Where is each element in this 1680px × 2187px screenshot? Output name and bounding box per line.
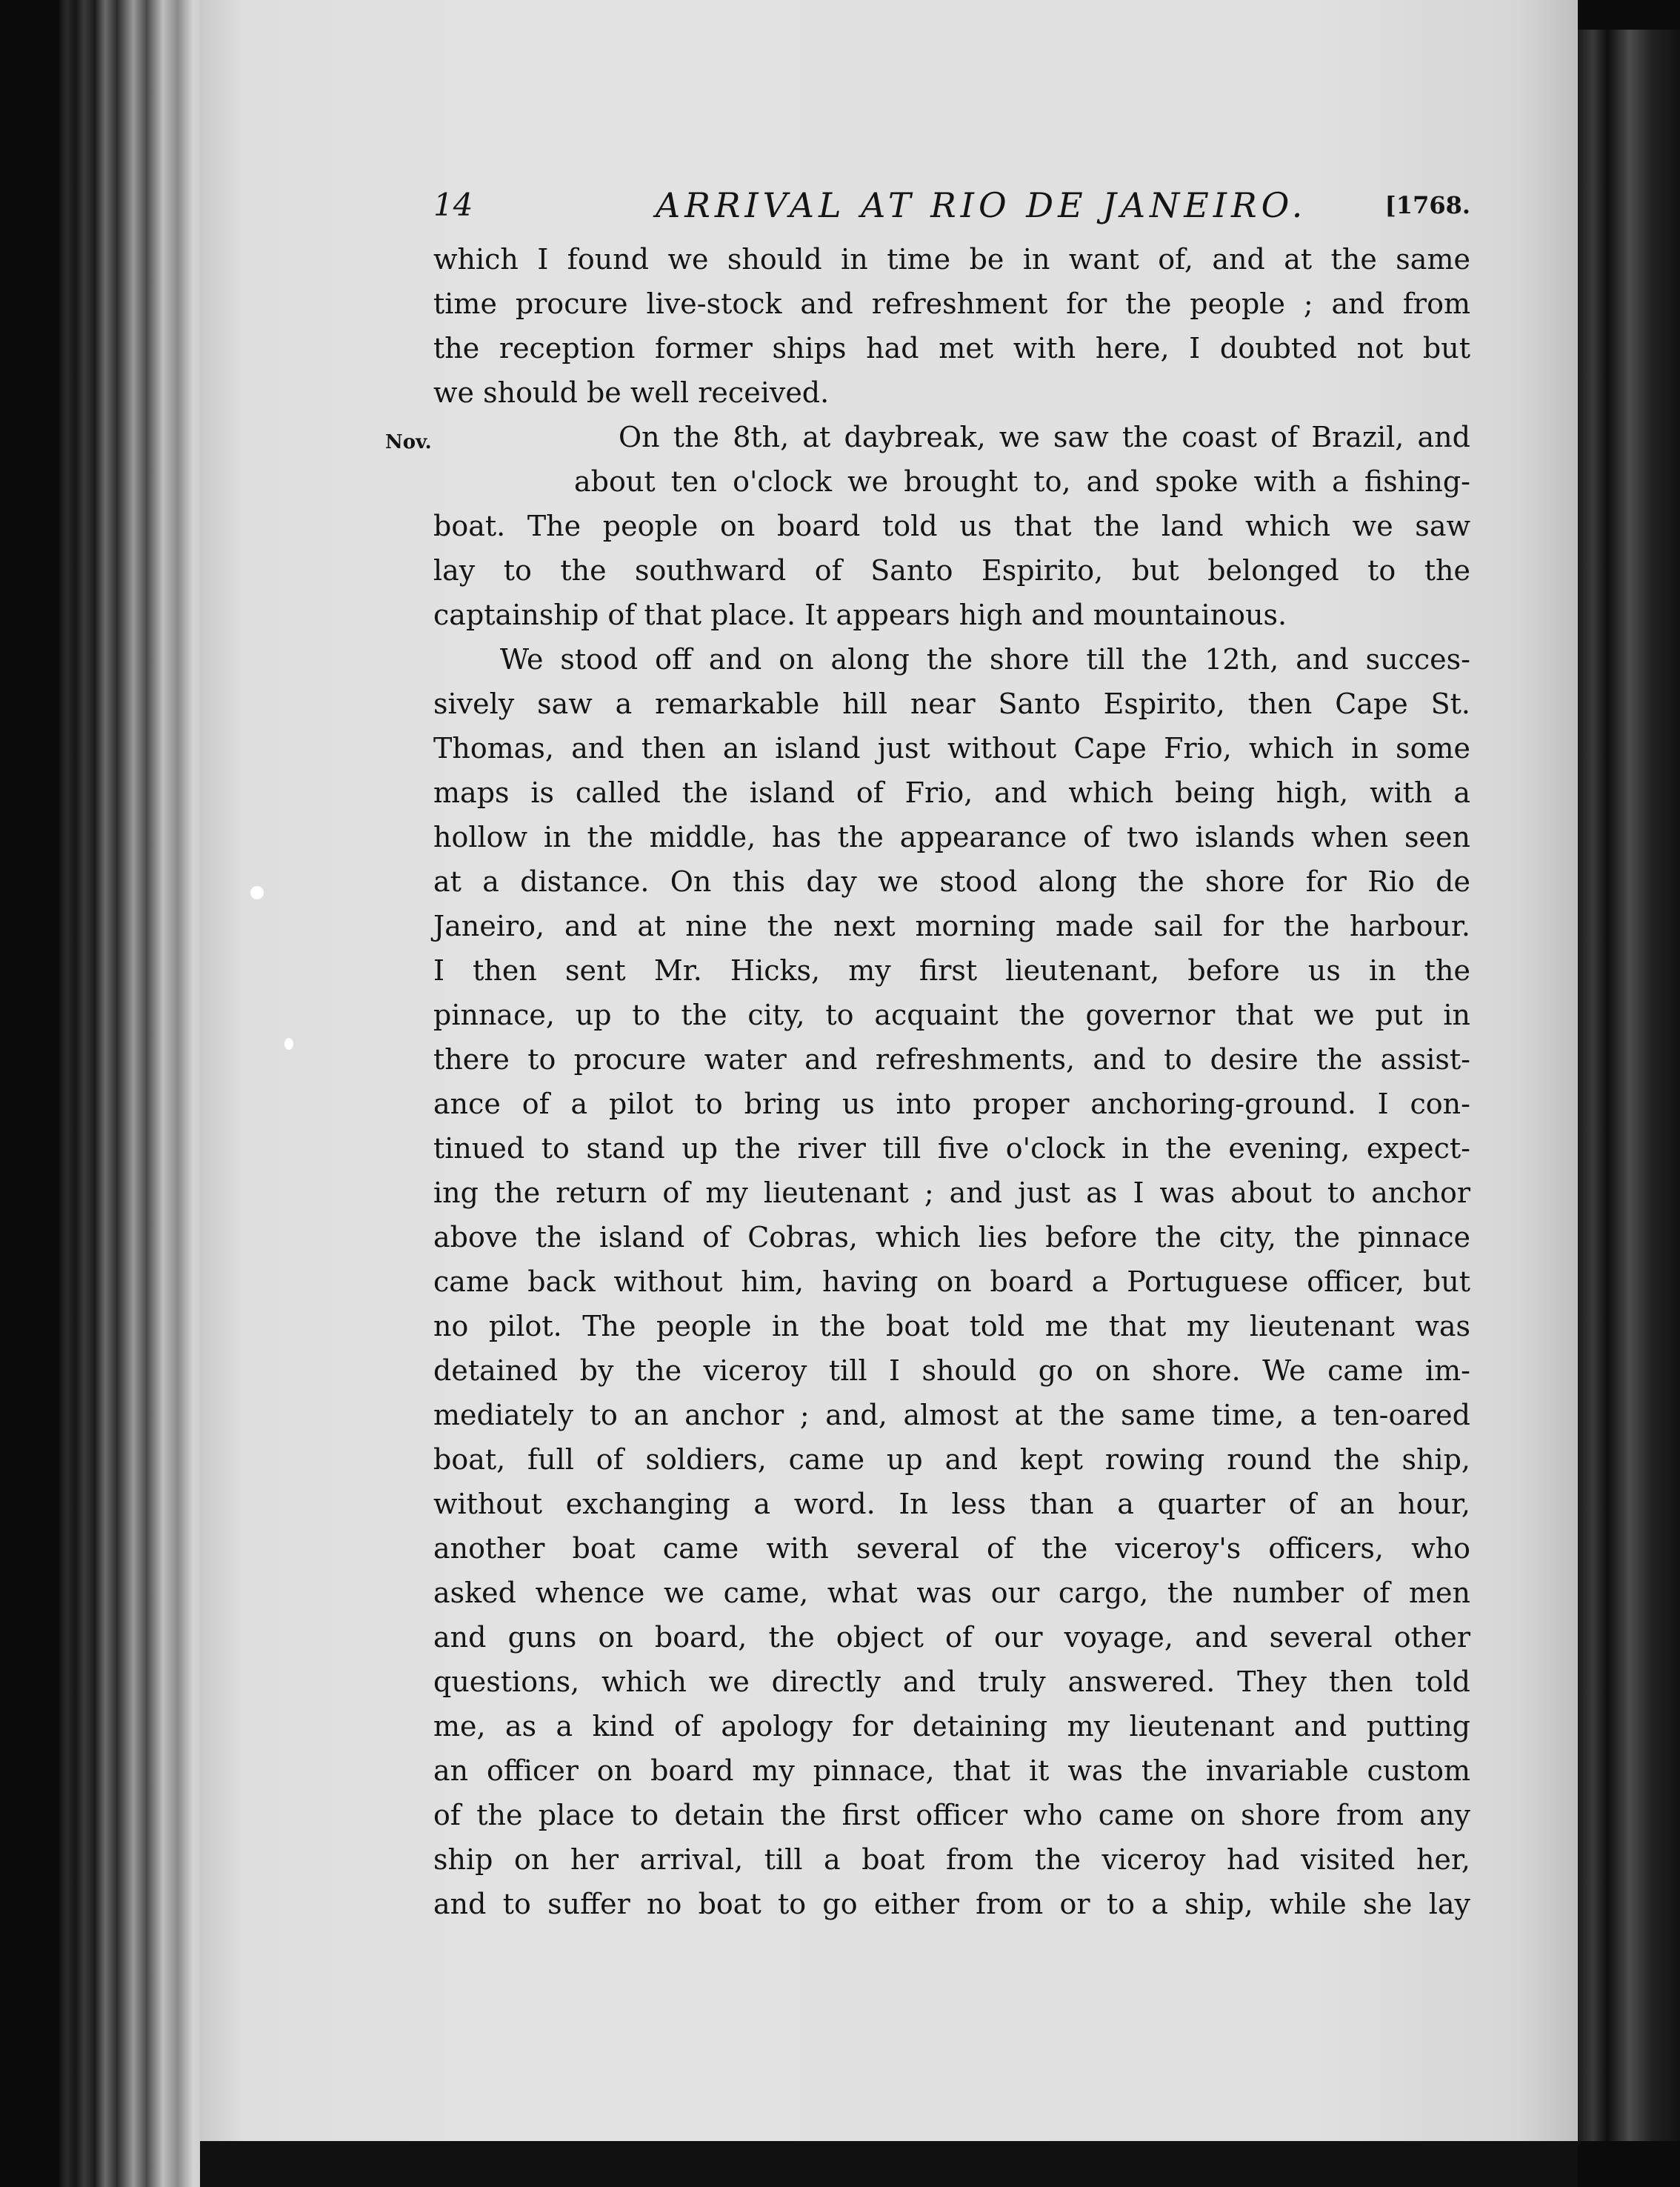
left-page-edges: [59, 0, 207, 2187]
text-line: ance of a pilot to bring us into proper anchoring-ground. I con-: [433, 1088, 1470, 1120]
text-line: We stood off and on along the shore till the 12th, and succes-: [500, 643, 1470, 676]
text-line: Janeiro, and at nine the next morning made sail for the harbour.: [433, 910, 1470, 942]
text-line: we should be well received.: [433, 376, 830, 409]
dust-speck: [250, 886, 264, 899]
text-line: which I found we should in time be in want of, and at the same: [433, 243, 1470, 276]
text-line: mediately to an anchor ; and, almost at the same time, a ten-oared: [433, 1399, 1470, 1431]
text-line: me, as a kind of apology for detaining my lieutenant and putting: [433, 1710, 1470, 1742]
text-line: sively saw a remarkable hill near Santo Espirito, then Cape St.: [433, 688, 1470, 720]
text-line: lay to the southward of Santo Espirito, but belonged to the: [433, 554, 1470, 587]
text-line: boat, full of soldiers, came up and kept rowing round the ship,: [433, 1443, 1470, 1476]
text-line: ship on her arrival, till a boat from the viceroy had visited her,: [433, 1843, 1470, 1876]
margin-note: Nov.: [385, 431, 432, 453]
text-line: boat. The people on board told us that the land which we saw: [433, 510, 1470, 542]
text-line: pinnace, up to the city, to acquaint the governor that we put in: [433, 999, 1470, 1031]
text-line: without exchanging a word. In less than a quarter of an hour,: [433, 1488, 1470, 1520]
dust-speck: [284, 1038, 293, 1050]
text-line: Thomas, and then an island just without Cape Frio, which in some: [433, 732, 1470, 765]
text-line: and to suffer no boat to go either from or to a ship, while she lay: [433, 1888, 1470, 1920]
page-number: 14: [433, 187, 473, 223]
page-text: [385, 178, 1470, 1926]
text-line: came back without him, having on board a Portuguese officer, but: [433, 1265, 1470, 1298]
text-line: at a distance. On this day we stood along the shore for Rio de: [433, 865, 1470, 898]
text-line: On the 8th, at daybreak, we saw the coast of Brazil, and: [619, 421, 1470, 453]
text-line: of the place to detain the first officer who came on shore from any: [433, 1799, 1470, 1831]
paragraph-1: [433, 237, 1470, 415]
text-line: there to procure water and refreshments, and to desire the assist-: [433, 1043, 1470, 1076]
text-line: hollow in the middle, has the appearance of two islands when seen: [433, 821, 1470, 853]
text-line: and guns on board, the object of our voyage, and several other: [433, 1621, 1470, 1654]
running-head: [433, 178, 1470, 237]
text-line: detained by the viceroy till I should go on shore. We came im-: [433, 1354, 1470, 1387]
text-line: another boat came with several of the viceroy's officers, who: [433, 1532, 1470, 1565]
page-year: [1768.: [1384, 191, 1470, 219]
text-line: no pilot. The people in the boat told me that my lieutenant was: [433, 1310, 1470, 1342]
text-line: asked whence we came, what was our cargo, the number of men: [433, 1577, 1470, 1609]
text-line: ing the return of my lieutenant ; and just as I was about to anchor: [433, 1176, 1470, 1209]
text-line: tinued to stand up the river till five o'clock in the evening, expect-: [433, 1132, 1470, 1165]
text-line: questions, which we directly and truly answered. They then told: [433, 1665, 1470, 1698]
text-line: maps is called the island of Frio, and which being high, with a: [433, 776, 1470, 809]
text-line: captainship of that place. It appears high and mountainous.: [433, 599, 1287, 631]
text-line: I then sent Mr. Hicks, my first lieutenant, before us in the: [433, 954, 1470, 987]
text-line: the reception former ships had met with here, I doubted not but: [433, 332, 1470, 364]
text-line: time procure live-stock and refreshment for the people ; and from: [433, 287, 1470, 320]
text-line: an officer on board my pinnace, that it was the invariable custom: [433, 1754, 1470, 1787]
right-binding-edge: [1578, 30, 1680, 2141]
paragraph-3: [433, 637, 1470, 1926]
text-line: about ten o'clock we brought to, and spoke with a fishing-: [574, 465, 1470, 498]
text-line: above the island of Cobras, which lies before the city, the pinnace: [433, 1221, 1470, 1254]
bottom-shadow: [200, 2141, 1578, 2187]
page-title: ARRIVAL AT RIO DE JANEIRO.: [656, 185, 1307, 225]
paragraph-2: [385, 415, 1470, 637]
